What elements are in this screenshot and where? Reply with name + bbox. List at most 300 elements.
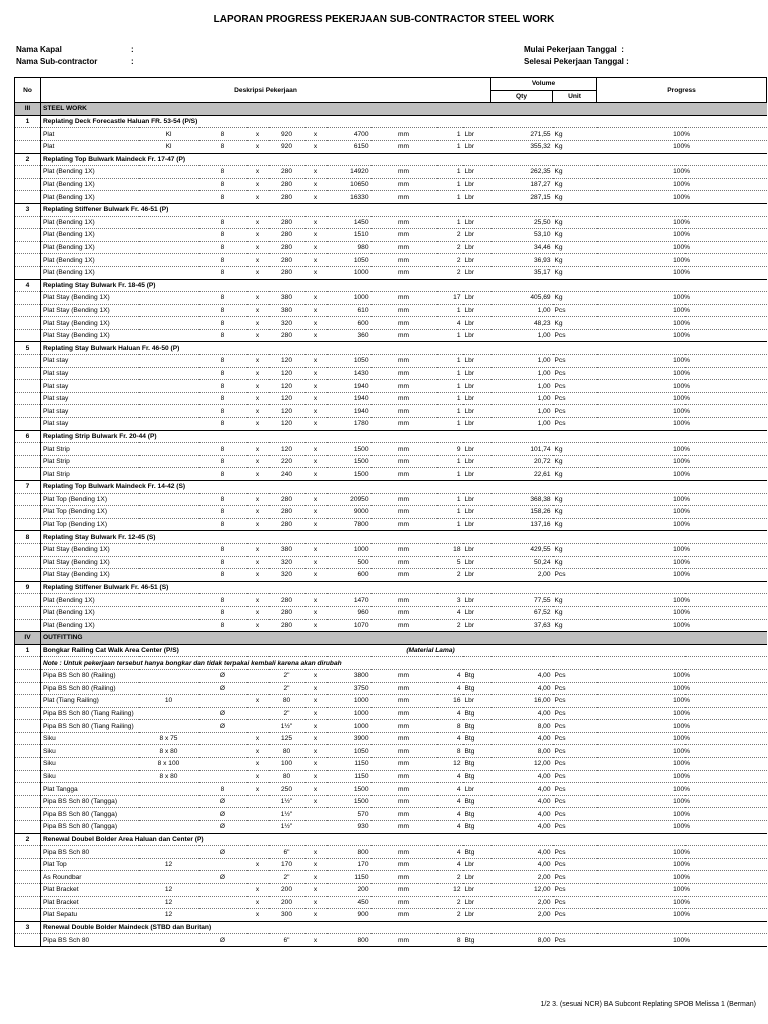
item-unit: Pcs — [553, 783, 597, 796]
item-spec — [139, 518, 199, 531]
item-mm-unit: mm — [371, 405, 437, 418]
item-count-unit: Btg — [463, 934, 491, 947]
item-count: 1 — [437, 329, 463, 342]
label-nama-sub: Nama Sub-contractor — [16, 57, 98, 66]
item-count-unit: Lbr — [463, 858, 491, 871]
times-sign: x — [305, 418, 327, 431]
item-spec — [139, 355, 199, 368]
item-count-unit: Lbr — [463, 543, 491, 556]
item-unit: Pcs — [553, 821, 597, 834]
item-thickness: 8 — [199, 355, 247, 368]
item-unit: Kg — [553, 543, 597, 556]
item-qty: 25,50 — [491, 216, 553, 229]
item-count: 3 — [437, 594, 463, 607]
item-count-unit: Lbr — [463, 254, 491, 267]
item-number-empty — [15, 455, 41, 468]
item-qty: 137,16 — [491, 518, 553, 531]
item-unit: Pcs — [553, 758, 597, 771]
table-row — [15, 355, 767, 368]
item-width: 6" — [269, 846, 305, 859]
times-sign: x — [305, 266, 327, 279]
item-mm-unit: mm — [371, 758, 437, 771]
item-unit: Kg — [553, 216, 597, 229]
item-spec — [139, 405, 199, 418]
item-length: 1940 — [327, 380, 371, 393]
cell-progress-empty — [597, 644, 767, 657]
times-sign: x — [305, 543, 327, 556]
item-qty: 1,00 — [491, 418, 553, 431]
cell-unit-empty — [553, 481, 597, 494]
item-progress: 100% — [597, 884, 767, 897]
item-number: 4 — [15, 279, 41, 292]
item-mm-unit: mm — [371, 241, 437, 254]
item-description: Plat Strip — [41, 468, 139, 481]
item-qty: 1,00 — [491, 304, 553, 317]
times-sign: x — [305, 871, 327, 884]
item-number-empty — [15, 720, 41, 733]
item-number-empty — [15, 241, 41, 254]
item-qty: 67,52 — [491, 606, 553, 619]
col-volume: Volume — [491, 78, 597, 91]
item-number-empty — [15, 317, 41, 330]
item-unit: Kg — [553, 254, 597, 267]
item-description: Plat Stay (Bending 1X) — [41, 543, 139, 556]
times-sign: x — [247, 392, 269, 405]
group-title: Replating Stay Bulwark Fr. 12-45 (S) — [41, 531, 491, 544]
item-unit: Kg — [553, 128, 597, 141]
item-unit: Kg — [553, 506, 597, 519]
table-row — [15, 468, 767, 481]
item-unit: Pcs — [553, 304, 597, 317]
table-row — [15, 191, 767, 204]
times-sign: x — [305, 695, 327, 708]
item-spec: 12 — [139, 858, 199, 871]
item-unit: Pcs — [553, 707, 597, 720]
table-row — [15, 367, 767, 380]
item-unit: Kg — [553, 619, 597, 632]
item-thickness: Ø — [199, 795, 247, 808]
col-desc: Deskripsi Pekerjaan — [41, 78, 491, 103]
item-length: 1780 — [327, 418, 371, 431]
times-sign: x — [305, 166, 327, 179]
item-qty: 368,38 — [491, 493, 553, 506]
item-description: Plat Top — [41, 858, 139, 871]
item-qty: 4,00 — [491, 858, 553, 871]
item-length: 6150 — [327, 140, 371, 153]
item-count: 1 — [437, 355, 463, 368]
item-number-empty — [15, 304, 41, 317]
item-count-unit: Lbr — [463, 178, 491, 191]
item-count-unit: Lbr — [463, 367, 491, 380]
item-count: 1 — [437, 418, 463, 431]
item-spec: 8 x 100 — [139, 758, 199, 771]
item-progress: 100% — [597, 241, 767, 254]
item-number-empty — [15, 392, 41, 405]
section-title: OUTFITTING — [41, 632, 491, 645]
item-width: 280 — [269, 178, 305, 191]
item-spec: 8 x 80 — [139, 745, 199, 758]
item-mm-unit: mm — [371, 594, 437, 607]
item-unit: Kg — [553, 455, 597, 468]
item-description: Plat Bracket — [41, 884, 139, 897]
item-count: 1 — [437, 518, 463, 531]
item-thickness: 8 — [199, 266, 247, 279]
item-unit: Pcs — [553, 569, 597, 582]
item-number-empty — [15, 909, 41, 922]
item-width: 200 — [269, 896, 305, 909]
times-sign: x — [247, 896, 269, 909]
item-number-empty — [15, 329, 41, 342]
item-number-empty — [15, 128, 41, 141]
item-mm-unit: mm — [371, 619, 437, 632]
item-length: 1500 — [327, 455, 371, 468]
item-width: 120 — [269, 355, 305, 368]
item-count: 4 — [437, 808, 463, 821]
times-sign: x — [305, 795, 327, 808]
progress-table — [14, 77, 767, 947]
table-row — [15, 229, 767, 242]
item-qty: 34,46 — [491, 241, 553, 254]
item-thickness: 8 — [199, 229, 247, 242]
item-description: Plat stay — [41, 355, 139, 368]
item-qty: 8,00 — [491, 934, 553, 947]
times-sign: x — [247, 758, 269, 771]
item-thickness: 8 — [199, 166, 247, 179]
item-description: Siku — [41, 758, 139, 771]
item-count: 1 — [437, 166, 463, 179]
item-unit: Pcs — [553, 795, 597, 808]
cell-progress-empty — [597, 342, 767, 355]
item-thickness: 8 — [199, 292, 247, 305]
table-row — [15, 909, 767, 922]
item-count: 8 — [437, 720, 463, 733]
item-width: 380 — [269, 543, 305, 556]
item-progress: 100% — [597, 669, 767, 682]
item-spec — [139, 468, 199, 481]
item-count: 2 — [437, 241, 463, 254]
times-sign: x — [305, 229, 327, 242]
times-sign: x — [247, 304, 269, 317]
times-sign: x — [305, 720, 327, 733]
item-length: 1450 — [327, 216, 371, 229]
cell-qty-empty — [491, 581, 553, 594]
item-description: Siku — [41, 732, 139, 745]
group-title: Replating Stay Bulwark Haluan Fr. 46-50 (P) — [41, 342, 491, 355]
item-qty: 287,15 — [491, 191, 553, 204]
item-progress: 100% — [597, 355, 767, 368]
item-unit: Kg — [553, 556, 597, 569]
item-mm-unit: mm — [371, 229, 437, 242]
group-note: (Material Lama) — [371, 644, 491, 657]
item-spec: 8 x 80 — [139, 770, 199, 783]
item-count-unit: Lbr — [463, 909, 491, 922]
item-spec — [139, 317, 199, 330]
item-count: 16 — [437, 695, 463, 708]
times-sign: x — [247, 329, 269, 342]
item-unit: Pcs — [553, 669, 597, 682]
item-mm-unit: mm — [371, 745, 437, 758]
item-qty: 2,00 — [491, 896, 553, 909]
item-number-empty — [15, 657, 41, 670]
group-row — [15, 203, 767, 216]
item-qty: 2,00 — [491, 871, 553, 884]
item-thickness: 8 — [199, 619, 247, 632]
item-qty: 4,00 — [491, 707, 553, 720]
item-description: Pipa BS Sch 80 (Tangga) — [41, 821, 139, 834]
item-qty: 4,00 — [491, 669, 553, 682]
item-qty: 4,00 — [491, 682, 553, 695]
item-count-unit: Btg — [463, 846, 491, 859]
times-sign: x — [247, 292, 269, 305]
item-progress: 100% — [597, 254, 767, 267]
item-description: Plat Stay (Bending 1X) — [41, 292, 139, 305]
item-qty: 101,74 — [491, 443, 553, 456]
times-sign: x — [305, 367, 327, 380]
times-sign: x — [305, 682, 327, 695]
times-sign: x — [305, 329, 327, 342]
item-spec — [139, 166, 199, 179]
item-progress: 100% — [597, 732, 767, 745]
item-width: 2" — [269, 682, 305, 695]
times-sign: x — [247, 216, 269, 229]
item-description: Plat (Bending 1X) — [41, 216, 139, 229]
item-number-empty — [15, 292, 41, 305]
item-thickness: 8 — [199, 254, 247, 267]
item-description: Plat (Tiang Railing) — [41, 695, 139, 708]
item-spec — [139, 506, 199, 519]
item-spec — [139, 304, 199, 317]
item-spec — [139, 329, 199, 342]
times-sign: x — [247, 229, 269, 242]
times-sign: x — [305, 783, 327, 796]
times-sign: x — [247, 909, 269, 922]
item-count-unit: Lbr — [463, 140, 491, 153]
section-number: IV — [15, 632, 41, 645]
times-sign: x — [247, 606, 269, 619]
item-progress: 100% — [597, 619, 767, 632]
cell-progress-empty — [597, 279, 767, 292]
cell-progress-empty — [597, 153, 767, 166]
item-spec — [139, 418, 199, 431]
item-number-empty — [15, 166, 41, 179]
item-number-empty — [15, 266, 41, 279]
item-count-unit: Lbr — [463, 594, 491, 607]
times-sign — [247, 707, 269, 720]
item-width: 920 — [269, 140, 305, 153]
cell-qty-empty — [491, 342, 553, 355]
cell-qty-empty — [491, 279, 553, 292]
times-sign: x — [247, 140, 269, 153]
item-length: 7800 — [327, 518, 371, 531]
item-length: 800 — [327, 846, 371, 859]
item-thickness: 8 — [199, 329, 247, 342]
page-footer: 1/2 3. (sesuai NCR) BA Subcont Replating SPOB Melissa 1 (Berman) — [540, 1001, 756, 1008]
item-width: 280 — [269, 518, 305, 531]
times-sign: x — [305, 191, 327, 204]
item-thickness: Ø — [199, 871, 247, 884]
times-sign: x — [247, 241, 269, 254]
item-count: 1 — [437, 191, 463, 204]
group-title: Replating Stiffener Bulwark Fr. 46-51 (P) — [41, 203, 491, 216]
times-sign: x — [247, 418, 269, 431]
item-length: 1000 — [327, 543, 371, 556]
item-qty: 77,55 — [491, 594, 553, 607]
times-sign: x — [247, 166, 269, 179]
times-sign: x — [305, 732, 327, 745]
times-sign: x — [247, 468, 269, 481]
item-number-empty — [15, 594, 41, 607]
times-sign — [247, 821, 269, 834]
cell-unit-empty — [553, 342, 597, 355]
item-mm-unit: mm — [371, 884, 437, 897]
item-length: 500 — [327, 556, 371, 569]
times-sign: x — [247, 367, 269, 380]
item-thickness: Ø — [199, 821, 247, 834]
item-spec — [139, 594, 199, 607]
item-description: Pipa BS Sch 80 (Tiang Railing) — [41, 720, 139, 733]
times-sign: x — [305, 518, 327, 531]
group-row — [15, 531, 767, 544]
cell-progress-empty — [597, 115, 767, 128]
item-count: 1 — [437, 216, 463, 229]
item-mm-unit: mm — [371, 166, 437, 179]
item-progress: 100% — [597, 556, 767, 569]
group-title: Renewal Double Bolder Maindeck (STBD dan Buritan) — [41, 921, 491, 934]
item-count-unit: Lbr — [463, 380, 491, 393]
item-description: Pipa BS Sch 80 (Tangga) — [41, 808, 139, 821]
item-spec — [139, 254, 199, 267]
note-text: Note : Untuk pekerjaan tersebut hanya bongkar dan tidak terpakai kembali karena akan dirubah — [41, 657, 491, 670]
times-sign: x — [247, 543, 269, 556]
item-description: Plat — [41, 140, 139, 153]
times-sign: x — [305, 884, 327, 897]
item-width: 120 — [269, 392, 305, 405]
item-mm-unit: mm — [371, 304, 437, 317]
times-sign: x — [247, 178, 269, 191]
item-number-empty — [15, 934, 41, 947]
cell-qty-empty — [491, 531, 553, 544]
item-mm-unit: mm — [371, 254, 437, 267]
item-spec: Kl — [139, 128, 199, 141]
item-qty: 2,00 — [491, 909, 553, 922]
item-count-unit: Btg — [463, 758, 491, 771]
item-progress: 100% — [597, 292, 767, 305]
item-mm-unit: mm — [371, 443, 437, 456]
group-row — [15, 430, 767, 443]
item-number: 9 — [15, 581, 41, 594]
item-length: 600 — [327, 317, 371, 330]
item-spec — [139, 556, 199, 569]
table-row — [15, 506, 767, 519]
table-row — [15, 518, 767, 531]
item-number: 1 — [15, 115, 41, 128]
item-length: 16330 — [327, 191, 371, 204]
item-count: 9 — [437, 443, 463, 456]
item-progress: 100% — [597, 518, 767, 531]
item-progress: 100% — [597, 783, 767, 796]
cell-progress-empty — [597, 481, 767, 494]
item-progress: 100% — [597, 745, 767, 758]
item-thickness: 8 — [199, 191, 247, 204]
item-progress: 100% — [597, 455, 767, 468]
item-unit: Pcs — [553, 896, 597, 909]
item-width: 280 — [269, 266, 305, 279]
item-length: 14920 — [327, 166, 371, 179]
table-row — [15, 128, 767, 141]
item-qty: 1,00 — [491, 380, 553, 393]
item-spec — [139, 543, 199, 556]
item-progress: 100% — [597, 140, 767, 153]
table-row — [15, 858, 767, 871]
group-title: Replating Stiffener Bulwark Fr. 46-51 (S) — [41, 581, 491, 594]
item-spec — [139, 367, 199, 380]
item-length: 20950 — [327, 493, 371, 506]
item-progress: 100% — [597, 443, 767, 456]
times-sign — [247, 808, 269, 821]
item-spec — [139, 808, 199, 821]
item-count: 2 — [437, 896, 463, 909]
item-count: 2 — [437, 569, 463, 582]
item-count: 1 — [437, 178, 463, 191]
item-description: Plat Stay (Bending 1X) — [41, 329, 139, 342]
item-count: 4 — [437, 821, 463, 834]
table-row — [15, 140, 767, 153]
item-count-unit: Lbr — [463, 166, 491, 179]
item-progress: 100% — [597, 418, 767, 431]
cell-unit-empty — [553, 153, 597, 166]
item-count-unit: Lbr — [463, 606, 491, 619]
times-sign: x — [305, 443, 327, 456]
item-spec — [139, 783, 199, 796]
times-sign: x — [305, 317, 327, 330]
item-description: Pipa BS Sch 80 (Tangga) — [41, 795, 139, 808]
item-width: 280 — [269, 619, 305, 632]
item-count: 4 — [437, 858, 463, 871]
item-unit: Pcs — [553, 355, 597, 368]
item-length: 960 — [327, 606, 371, 619]
item-count-unit: Lbr — [463, 518, 491, 531]
item-thickness: 8 — [199, 178, 247, 191]
item-thickness: 8 — [199, 392, 247, 405]
table-row — [15, 669, 767, 682]
item-count: 4 — [437, 317, 463, 330]
item-width: 80 — [269, 770, 305, 783]
colon-2: : — [131, 57, 134, 66]
item-count-unit: Lbr — [463, 896, 491, 909]
group-row — [15, 644, 767, 657]
cell-progress-empty — [597, 921, 767, 934]
item-count-unit: Lbr — [463, 695, 491, 708]
item-count-unit: Btg — [463, 669, 491, 682]
table-row — [15, 606, 767, 619]
item-count-unit: Lbr — [463, 392, 491, 405]
item-progress: 100% — [597, 871, 767, 884]
item-width: 1½" — [269, 720, 305, 733]
times-sign: x — [247, 884, 269, 897]
item-count: 1 — [437, 380, 463, 393]
item-unit: Kg — [553, 443, 597, 456]
item-mm-unit: mm — [371, 266, 437, 279]
cell-qty-empty — [491, 103, 553, 116]
item-count-unit: Lbr — [463, 506, 491, 519]
item-progress: 100% — [597, 808, 767, 821]
times-sign: x — [305, 846, 327, 859]
item-mm-unit: mm — [371, 191, 437, 204]
item-length: 3750 — [327, 682, 371, 695]
item-count-unit: Btg — [463, 732, 491, 745]
table-row — [15, 543, 767, 556]
item-count-unit: Lbr — [463, 493, 491, 506]
